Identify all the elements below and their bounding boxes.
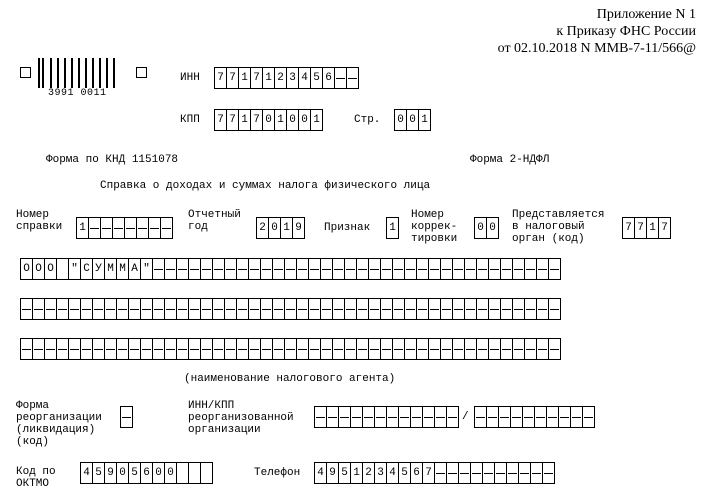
number-cells[interactable] — [76, 217, 172, 239]
form-cell[interactable]: 0 — [406, 109, 419, 131]
year-cells[interactable] — [256, 217, 304, 239]
year-label-line: год — [188, 221, 208, 233]
form-cell[interactable]: 1 — [280, 217, 293, 239]
reorg-separator: / — [462, 411, 469, 423]
correction-label — [411, 209, 457, 245]
form-cell[interactable]: 9 — [104, 462, 117, 484]
number-label — [16, 209, 62, 233]
form-cell[interactable]: 0 — [486, 217, 499, 239]
form-cell[interactable] — [346, 67, 359, 89]
page-cells[interactable] — [394, 109, 430, 131]
form-cell[interactable]: 0 — [152, 462, 165, 484]
form-cell[interactable] — [542, 462, 555, 484]
correction-label-line: коррек- — [411, 221, 458, 233]
form-cell[interactable]: 1 — [418, 109, 431, 131]
form-cell[interactable] — [200, 462, 213, 484]
form-cell[interactable]: 1 — [76, 217, 89, 239]
form-cell[interactable]: 0 — [394, 109, 407, 131]
form-cell[interactable]: 5 — [92, 462, 105, 484]
form-knd: Форма по КНД 1151078 — [46, 154, 179, 166]
form-cell[interactable]: М — [104, 258, 117, 280]
form-cell[interactable]: О — [32, 258, 45, 280]
form-cell[interactable]: 1 — [350, 462, 363, 484]
barcode — [38, 58, 118, 100]
form-cell[interactable]: 7 — [658, 217, 671, 239]
oktmo-label-line: ОКТМО — [16, 478, 50, 490]
form-cell[interactable]: О — [20, 258, 33, 280]
reorg-inn-cells[interactable] — [314, 406, 458, 428]
form-cell[interactable]: 5 — [128, 462, 141, 484]
year-label-line: Отчетный — [188, 209, 241, 221]
reorg-inn-label-line: организации — [188, 424, 261, 436]
form-cell[interactable] — [120, 406, 133, 428]
form-cell[interactable]: 7 — [250, 67, 263, 89]
form-cell[interactable]: 7 — [226, 67, 239, 89]
form-cell[interactable]: 7 — [250, 109, 263, 131]
form-cell[interactable]: 1 — [310, 109, 323, 131]
form-cell[interactable]: 7 — [634, 217, 647, 239]
phone-label: Телефон — [254, 467, 301, 479]
form-cell[interactable]: 5 — [398, 462, 411, 484]
reorg-label — [16, 400, 102, 448]
document-title: Справка о доходах и суммах налога физического лица — [100, 180, 431, 192]
form-cell[interactable]: 6 — [140, 462, 153, 484]
authority-label-line: орган (код) — [512, 233, 585, 245]
agent-caption: (наименование налогового агента) — [184, 373, 396, 385]
order-line: к Приказу ФНС России — [556, 24, 696, 39]
form-cell[interactable] — [582, 406, 595, 428]
agent-name-row[interactable] — [20, 338, 560, 360]
form-cell[interactable]: 1 — [262, 67, 275, 89]
form-cell[interactable]: 0 — [474, 217, 487, 239]
page-label: Стр. — [354, 114, 381, 126]
form-cell[interactable]: 0 — [116, 462, 129, 484]
form-cell[interactable]: " — [68, 258, 81, 280]
oktmo-label — [16, 466, 56, 490]
form-cell[interactable]: 0 — [164, 462, 177, 484]
sign-cells[interactable] — [386, 217, 398, 239]
agent-name-row[interactable] — [20, 298, 560, 320]
form-name: Форма 2-НДФЛ — [470, 154, 550, 166]
inn-cells[interactable] — [214, 67, 358, 89]
form-cell[interactable] — [548, 298, 561, 320]
authority-label — [512, 209, 604, 245]
form-cell[interactable] — [160, 217, 173, 239]
form-cell[interactable]: 2 — [256, 217, 269, 239]
form-cell[interactable] — [548, 258, 561, 280]
reorg-kpp-cells[interactable] — [474, 406, 594, 428]
appendix-line: Приложение N 1 — [596, 7, 696, 22]
form-cell[interactable]: А — [128, 258, 141, 280]
form-cell[interactable]: 0 — [268, 217, 281, 239]
barcode-number: 3991 0011 — [48, 88, 107, 99]
form-cell[interactable]: 5 — [338, 462, 351, 484]
corner-marker-right — [136, 67, 147, 78]
appendix-header — [498, 6, 696, 57]
form-cell[interactable]: 4 — [386, 462, 399, 484]
corner-marker-left — [20, 67, 31, 78]
form-cell[interactable]: О — [44, 258, 57, 280]
form-cell[interactable]: " — [140, 258, 153, 280]
form-cell[interactable]: 0 — [298, 109, 311, 131]
form-cell[interactable]: 7 — [622, 217, 635, 239]
number-label-line: справки — [16, 221, 63, 233]
number-label-line: Номер — [16, 209, 50, 221]
form-cell[interactable]: 7 — [214, 67, 227, 89]
reorg-label-line: (код) — [16, 436, 50, 448]
reorg-label-line: Форма — [16, 400, 50, 412]
reorg-label-line: реорганизации — [16, 412, 102, 424]
form-cell[interactable]: У — [92, 258, 105, 280]
form-cell[interactable]: 7 — [226, 109, 239, 131]
form-cell[interactable]: 1 — [386, 217, 399, 239]
form-cell[interactable]: 1 — [238, 109, 251, 131]
form-cell[interactable]: 2 — [274, 67, 287, 89]
form-cell[interactable]: С — [80, 258, 93, 280]
year-label — [188, 209, 241, 233]
form-cell[interactable]: 1 — [238, 67, 251, 89]
reorg-inn-label-line: ИНН/КПП — [188, 400, 235, 412]
reorg-inn-label — [188, 400, 294, 436]
kpp-label: КПП — [180, 114, 200, 126]
form-cell[interactable]: 3 — [286, 67, 299, 89]
form-cell[interactable]: 1 — [646, 217, 659, 239]
correction-cells[interactable] — [474, 217, 498, 239]
form-cell[interactable]: 7 — [214, 109, 227, 131]
order-date-line: от 02.10.2018 N ММВ-7-11/566@ — [497, 41, 696, 56]
correction-label-line: тировки — [411, 233, 458, 245]
form-cell[interactable]: 0 — [262, 109, 275, 131]
form-cell[interactable]: 3 — [374, 462, 387, 484]
form-cell[interactable]: 5 — [310, 67, 323, 89]
form-cell[interactable]: 1 — [274, 109, 287, 131]
form-cell[interactable]: 0 — [286, 109, 299, 131]
kpp-cells[interactable] — [214, 109, 322, 131]
oktmo-label-line: Код по — [16, 466, 56, 478]
form-cell[interactable]: 4 — [80, 462, 93, 484]
form-cell[interactable]: 2 — [362, 462, 375, 484]
authority-cells[interactable] — [622, 217, 670, 239]
reorg-label-line: (ликвидация) — [16, 424, 96, 436]
oktmo-cells[interactable] — [80, 462, 212, 484]
form-cell[interactable]: 9 — [292, 217, 305, 239]
reorg-inn-label-line: реорганизованной — [188, 412, 294, 424]
form-cell[interactable]: 4 — [298, 67, 311, 89]
authority-label-line: в налоговый — [512, 221, 585, 233]
form-cell[interactable] — [548, 338, 561, 360]
reorg-cells[interactable] — [120, 406, 132, 428]
form-cell[interactable] — [446, 406, 459, 428]
agent-name-row[interactable] — [20, 258, 560, 280]
authority-label-line: Представляется — [512, 209, 605, 221]
form-cell[interactable]: 9 — [326, 462, 339, 484]
form-cell[interactable]: М — [116, 258, 129, 280]
sign-label: Признак — [324, 222, 371, 234]
inn-label: ИНН — [180, 72, 200, 84]
form-cell[interactable]: 6 — [322, 67, 335, 89]
form-cell[interactable]: 6 — [410, 462, 423, 484]
phone-cells[interactable] — [314, 462, 554, 484]
form-cell[interactable]: 7 — [422, 462, 435, 484]
form-cell[interactable]: 4 — [314, 462, 327, 484]
correction-label-line: Номер — [411, 209, 445, 221]
